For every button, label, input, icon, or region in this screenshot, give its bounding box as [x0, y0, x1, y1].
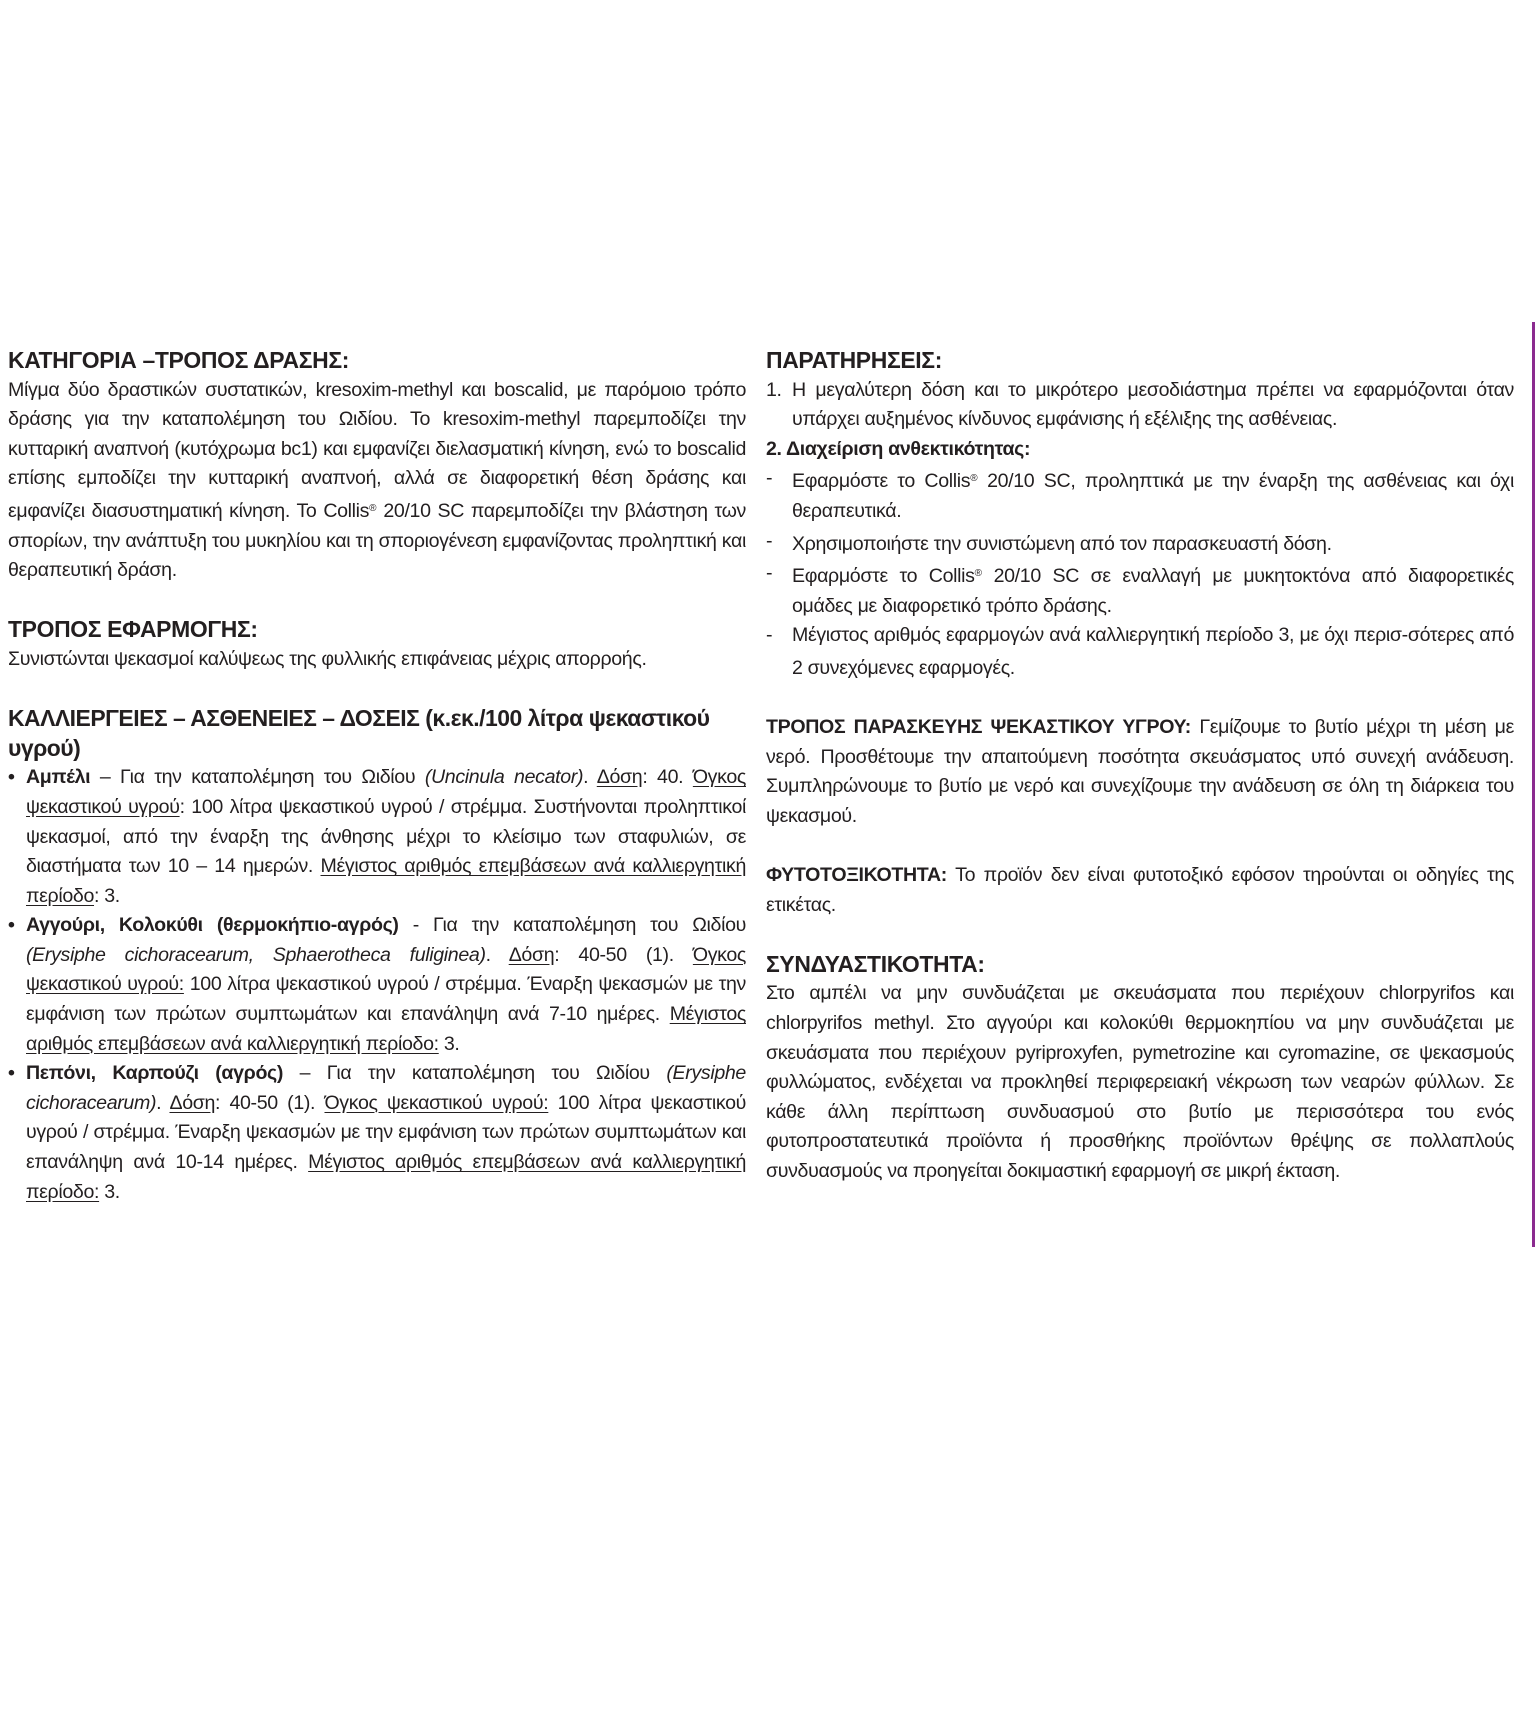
max-applications-value: 3.	[438, 1032, 460, 1055]
crop-name: Αγγούρι, Κολοκύθι (θερμοκήπιο-αγρός)	[26, 914, 399, 937]
dose-label: Δόση	[508, 943, 555, 966]
resistance-text: Μέγιστος αριθμός εφαρμογών ανά καλλιεργητική περίοδο 3, με όχι περισ-σότερες από 2 συνεχόμενες εφαρμογές.	[792, 624, 1514, 679]
category-heading: ΚΑΤΗΓΟΡΙΑ –ΤΡΟΠΟΣ ΔΡΑΣΗΣ:	[8, 347, 350, 373]
phytotoxicity-section	[766, 861, 1514, 920]
remarks-section	[766, 346, 1514, 684]
dash-marker: -	[766, 562, 773, 585]
compatibility-heading: ΣΥΝΔΥΑΣΤΙΚΟΤΗΤΑ:	[766, 950, 985, 977]
crop-text: .	[156, 1091, 170, 1114]
resistance-heading: 2. Διαχείριση ανθεκτικότητας:	[766, 437, 1031, 460]
bullet-icon: •	[8, 914, 15, 937]
category-text	[8, 376, 746, 586]
dose-value: : 40.	[642, 766, 693, 789]
crop-text: .	[583, 766, 597, 789]
spray-volume-label: Όγκος ψεκαστικού υγρού	[26, 766, 746, 818]
right-column	[766, 346, 1514, 1187]
application-heading: ΤΡΟΠΟΣ ΕΦΑΡΜΟΓΗΣ:	[8, 616, 258, 643]
remark-number: 1.	[766, 378, 782, 401]
resistance-text: 20/10 SC σε εναλλαγή με μυκητοκτόνα από διαφορετικές ομάδες με διαφορετικό τρόπο δράσης.	[792, 565, 1514, 617]
application-text: Συνιστώνται ψεκασμοί καλύψεως της φυλλικής επιφάνειας μέχρις απορροής.	[8, 647, 647, 670]
spray-volume-label: Όγκος ψεκαστικού υγρού:	[324, 1091, 549, 1114]
phytotoxicity-body: Το προϊόν δεν είναι φυτοτοξικό εφόσον τηρούνται οι οδηγίες της ετικέτας.	[766, 864, 1514, 916]
category-text-part-2: 20/10 SC παρεμποδίζει την βλάστηση των σπορίων, την ανάπτυξη του μυκηλίου και τη σποριογένεση εμφανίζοντας προληπτική και θεραπευτική δράση.	[8, 499, 746, 582]
crop-text: .	[485, 943, 509, 966]
phytotoxicity-heading: ΦΥΤΟΤΟΞΙΚΟΤΗΤΑ:	[766, 864, 947, 887]
max-applications-label: Μέγιστος αριθμός επεμβάσεων ανά καλλιεργητική περίοδο:	[26, 1003, 746, 1055]
dash-marker: -	[766, 467, 773, 490]
crop-item	[8, 763, 746, 911]
crop-text: – Για την καταπολέμηση του Ωιδίου	[90, 766, 425, 789]
spray-volume-text: : 100 λίτρα ψεκαστικού υγρού / στρέμμα. Συστήνονται προληπτικοί ψεκασμοί, από την έναρξη της άνθησης μέχρι το κλείσιμο των σταφυλιών, σε διαστήματα των 10 – 14 ημερών.	[26, 795, 747, 878]
phytotoxicity-text	[766, 861, 1514, 920]
dash-marker: -	[766, 529, 773, 552]
max-applications-value: : 3.	[94, 884, 120, 907]
resistance-list	[766, 464, 1514, 683]
application-section	[8, 615, 746, 674]
registered-mark: ®	[369, 502, 377, 514]
dose-label: Δόση	[596, 766, 643, 789]
crop-list	[8, 763, 746, 1207]
preparation-body: Γεμίζουμε το βυτίο μέχρι τη μέση με νερό. Προσθέτουμε την απαιτούμενη ποσότητα σκευάσματος υπό συνεχή ανάδευση. Συμπληρώνουμε το βυτίο με νερό και συνεχίζουμε την ανάδευση σε όλη τη διάρκεια του ψεκασμού.	[766, 716, 1514, 827]
compatibility-section	[766, 950, 1514, 1187]
preparation-text	[766, 713, 1514, 831]
resistance-text: 20/10 SC, προληπτικά με την έναρξη της ασθένειας και όχι θεραπευτικά.	[792, 470, 1514, 522]
dose-value: : 40-50 (1).	[215, 1091, 325, 1114]
dash-marker: -	[766, 624, 773, 647]
compatibility-text: Στο αμπέλι να μην συνδυάζεται με σκευάσματα που περιέχουν chlorpyrifos και chlorpyrifos methyl. Στο αγγούρι και κολοκύθι θερμοκηπίου να μην συνδυάζεται με σκευάσματα που περιέχουν pyriproxyfen, pymetrozine και cyromazine, σε ψεκασμούς φυλλώματος, ενδέχεται να προκληθεί περιφερειακή νέκρωση των νεαρών φύλλων. Σε κάθε άλλη περίπτωση συνδυασμού στο βυτίο με περισσότερα του ενός φυτοπροστατευτικά προϊόντα ή προσθήκης προϊόντων θρέψης σε πολλαπλούς συνδυασμούς να προηγείται δοκιμαστική εφαρμογή σε μικρή έκταση.	[766, 982, 1514, 1183]
resistance-item	[766, 464, 1514, 526]
bullet-icon: •	[8, 1062, 15, 1085]
resistance-item	[766, 621, 1514, 683]
bullet-icon: •	[8, 766, 15, 789]
pathogen-name: (Uncinula necator)	[424, 766, 584, 789]
preparation-section	[766, 713, 1514, 831]
spray-volume-text: 100 λίτρα ψεκαστικού υγρού / στρέμμα. Έναρξη ψεκασμών με την εμφάνιση των πρώτων συμπτωμάτων και επανάληψη ανά 7-10 ημέρες.	[26, 973, 747, 1026]
crop-item	[8, 1059, 746, 1207]
category-text-part-1: Μίγμα δύο δραστικών συστατικών, kresoxim-methyl και boscalid, με παρόμοιο τρόπο δράσης για την καταπολέμηση του Ωιδίου. Το kresoxim-methyl παρεμποδίζει την κυτταρική αναπνοή (κυτόχρωμα bc1) και εμφανίζει διελασματική κίνηση, ενώ το boscalid επίσης εμποδίζει την κυτταρική αναπνοή, αλλά σε διαφορετική θέση δράσης και εμφανίζει διασυστηματική κίνηση. Το Collis	[8, 378, 746, 522]
max-applications-label: Μέγιστος αριθμός επεμβάσεων ανά καλλιεργητική περίοδο:	[26, 1151, 746, 1203]
registered-mark: ®	[974, 568, 982, 580]
category-section	[8, 346, 746, 586]
crop-name: Πεπόνι, Καρπούζι (αγρός)	[26, 1062, 284, 1085]
spray-volume-text: 100 λίτρα ψεκαστικού υγρού / στρέμμα. Έναρξη ψεκασμών με την εμφάνιση των πρώτων συμπτωμάτων και επανάληψη ανά 10-14 ημέρες.	[26, 1091, 747, 1174]
pathogen-name: (Erysiphe cichoracearum)	[26, 1062, 746, 1114]
dose-label: Δόση	[169, 1091, 216, 1114]
resistance-text: Εφαρμόστε το Collis	[792, 565, 975, 588]
left-column	[8, 346, 746, 1207]
max-applications-value: 3.	[99, 1180, 120, 1203]
remark-1-text: Η μεγαλύτερη δόση και το μικρότερο μεσοδιάστημα πρέπει να εφαρμόζονται όταν υπάρχει αυξημένος κίνδυνος εμφάνισης ή εξέλιξης της ασθένειας.	[792, 378, 1514, 431]
dose-value: : 40-50 (1).	[554, 943, 693, 966]
registered-mark: ®	[970, 473, 978, 485]
pathogen-name: (Erysiphe cichoracearum, Sphaerotheca fuliginea)	[26, 943, 486, 966]
resistance-text: Εφαρμόστε το Collis	[792, 470, 971, 493]
crop-text: - Για την καταπολέμηση του Ωιδίου	[398, 914, 746, 937]
crops-heading: ΚΑΛΛΙΕΡΓΕΙΕΣ – ΑΣΘΕΝΕΙΕΣ – ΔΟΣΕΙΣ (κ.εκ./100 λίτρα ψεκαστικού υγρού)	[8, 705, 710, 761]
spray-volume-label: Όγκος ψεκαστικού υγρού:	[26, 943, 746, 996]
crop-text: – Για την καταπολέμηση του Ωιδίου	[283, 1062, 667, 1085]
remark-1	[766, 376, 1514, 435]
crops-section	[8, 704, 746, 1207]
crop-name: Αμπέλι	[26, 766, 91, 789]
resistance-item	[766, 559, 1514, 621]
max-applications-label: Μέγιστος αριθμός επεμβάσεων ανά καλλιεργητική περίοδο	[26, 855, 746, 907]
resistance-text: Χρησιμοποιήστε την συνιστώμενη από τον παρασκευαστή δόση.	[792, 532, 1332, 555]
resistance-item	[766, 527, 1514, 560]
preparation-heading: ΤΡΟΠΟΣ ΠΑΡΑΣΚΕΥΗΣ ΨΕΚΑΣΤΙΚΟΥ ΥΓΡΟΥ:	[766, 716, 1191, 739]
crop-item	[8, 911, 746, 1059]
remarks-heading: ΠΑΡΑΤΗΡΗΣΕΙΣ:	[766, 347, 942, 373]
